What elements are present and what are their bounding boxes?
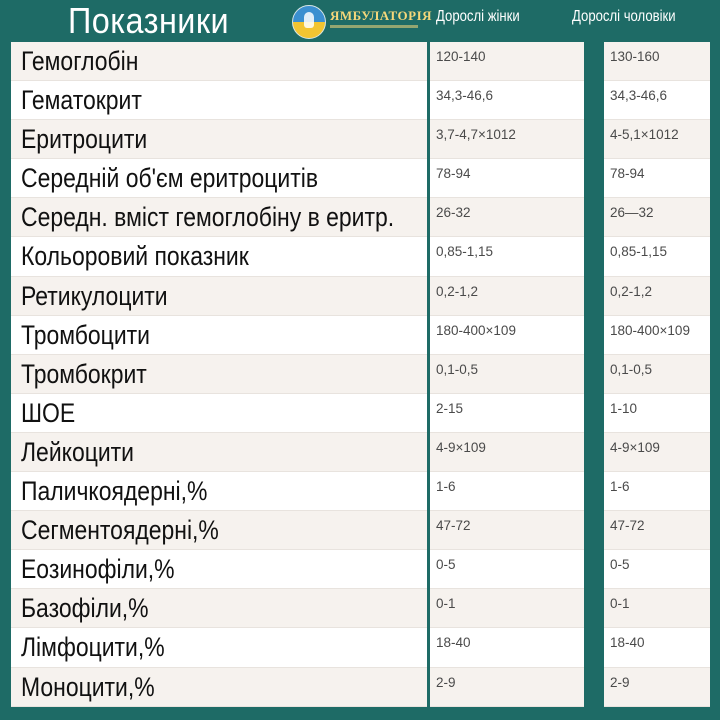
table-row [430,42,584,81]
parameter-label: Тромбоцити [21,319,150,350]
parameter-label: Лейкоцити [21,436,135,467]
parameter-label: Ретикулоцити [21,280,168,311]
page-title: Показники [68,0,230,41]
men-value: 4-9×109 [610,439,660,455]
table-row [11,394,427,433]
table-row [604,668,710,707]
logo-text: ЯМБУЛАТОРІЯ [330,8,433,23]
women-value: 0,1-0,5 [436,361,479,377]
parameter-label: Гематокрит [21,85,142,116]
men-value: 0-1 [610,596,630,612]
women-value: 0-5 [436,557,456,573]
women-value: 2-15 [436,400,464,416]
table-row [11,159,427,198]
table-row [604,628,710,667]
table-row [11,550,427,589]
table-row [430,668,584,707]
women-value: 3,7-4,7×1012 [436,127,516,143]
table-row [430,159,584,198]
table-row [430,628,584,667]
table-row [430,277,584,316]
women-value: 0-1 [436,596,456,612]
parameter-label: Середн. вміст гемоглобіну в еритр. [21,202,395,233]
women-value: 0,85-1,15 [436,244,494,260]
parameter-label: Еозинофіли,% [21,554,175,585]
women-value: 4-9×109 [436,439,486,455]
men-value: 0,2-1,2 [610,283,653,299]
table-row [430,511,584,550]
table-row [11,277,427,316]
table-row [604,550,710,589]
parameter-label: Кольоровий показник [21,241,249,272]
table-row [604,472,710,511]
parameter-label: Моноцити,% [21,671,155,702]
women-value: 120-140 [436,49,486,64]
men-value: 18-40 [610,635,645,651]
table-row [430,120,584,159]
table-row [11,81,427,120]
table-row [604,198,710,237]
table-row [430,472,584,511]
table-row [11,433,427,472]
table-row [604,237,710,276]
men-value: 130-160 [610,49,660,64]
table-row [604,120,710,159]
column-header-men: Дорослі чоловіки [572,8,676,25]
women-value: 1-6 [436,479,456,495]
women-value: 47-72 [436,518,471,534]
table-row [430,198,584,237]
parameter-label: Паличкоядерні,% [21,476,208,507]
table-row [604,355,710,394]
parameter-label: Середній об'єм еритроцитів [21,163,319,194]
parameter-label: Гемоглобін [21,46,139,76]
labels-column [11,42,427,707]
parameter-label: ШОЕ [21,397,76,428]
women-value: 78-94 [436,166,471,182]
table-row [430,237,584,276]
table-row [430,550,584,589]
table-row [11,668,427,707]
table-row [604,511,710,550]
women-value: 2-9 [436,674,456,690]
men-value: 47-72 [610,518,645,534]
parameter-label: Сегментоядерні,% [21,515,219,546]
table-row [11,198,427,237]
table-row [11,237,427,276]
parameter-label: Тромбокрит [21,358,147,389]
men-values-column [604,42,710,707]
women-value: 180-400×109 [436,322,516,338]
table-row [604,42,710,81]
table-row [11,628,427,667]
men-value: 0,1-0,5 [610,361,653,377]
table-row [11,42,427,81]
men-value: 2-9 [610,674,630,690]
parameter-label: Базофіли,% [21,593,149,624]
parameter-label: Еритроцити [21,124,148,155]
table-row [430,394,584,433]
table-row [11,589,427,628]
table-row [11,316,427,355]
men-value: 1-6 [610,479,630,495]
table-row [604,589,710,628]
women-values-column [430,42,584,707]
table-row [11,355,427,394]
table-row [11,120,427,159]
table-row [430,355,584,394]
table-row [604,159,710,198]
table-row [604,81,710,120]
table-row [604,394,710,433]
header [0,0,720,42]
men-value: 180-400×109 [610,322,690,338]
men-value: 78-94 [610,166,645,182]
table-row [430,81,584,120]
men-value: 0-5 [610,557,630,573]
logo [292,5,433,39]
women-value: 18-40 [436,635,471,651]
column-header-women: Дорослі жінки [436,8,520,25]
table-row [11,472,427,511]
table-row [604,277,710,316]
table-row [430,589,584,628]
women-value: 26-32 [436,205,471,221]
table-row [604,316,710,355]
table-row [604,433,710,472]
women-value: 34,3-46,6 [436,88,494,104]
logo-icon [292,5,326,39]
men-value: 0,85-1,15 [610,244,668,260]
men-value: 4-5,1×1012 [610,127,679,143]
table-row [430,316,584,355]
table-row [11,511,427,550]
men-value: 1-10 [610,400,638,416]
men-value: 26—32 [610,205,654,221]
logo-underline [330,25,418,28]
table-row [430,433,584,472]
women-value: 0,2-1,2 [436,283,479,299]
men-value: 34,3-46,6 [610,88,668,104]
parameter-label: Лімфоцити,% [21,632,165,663]
